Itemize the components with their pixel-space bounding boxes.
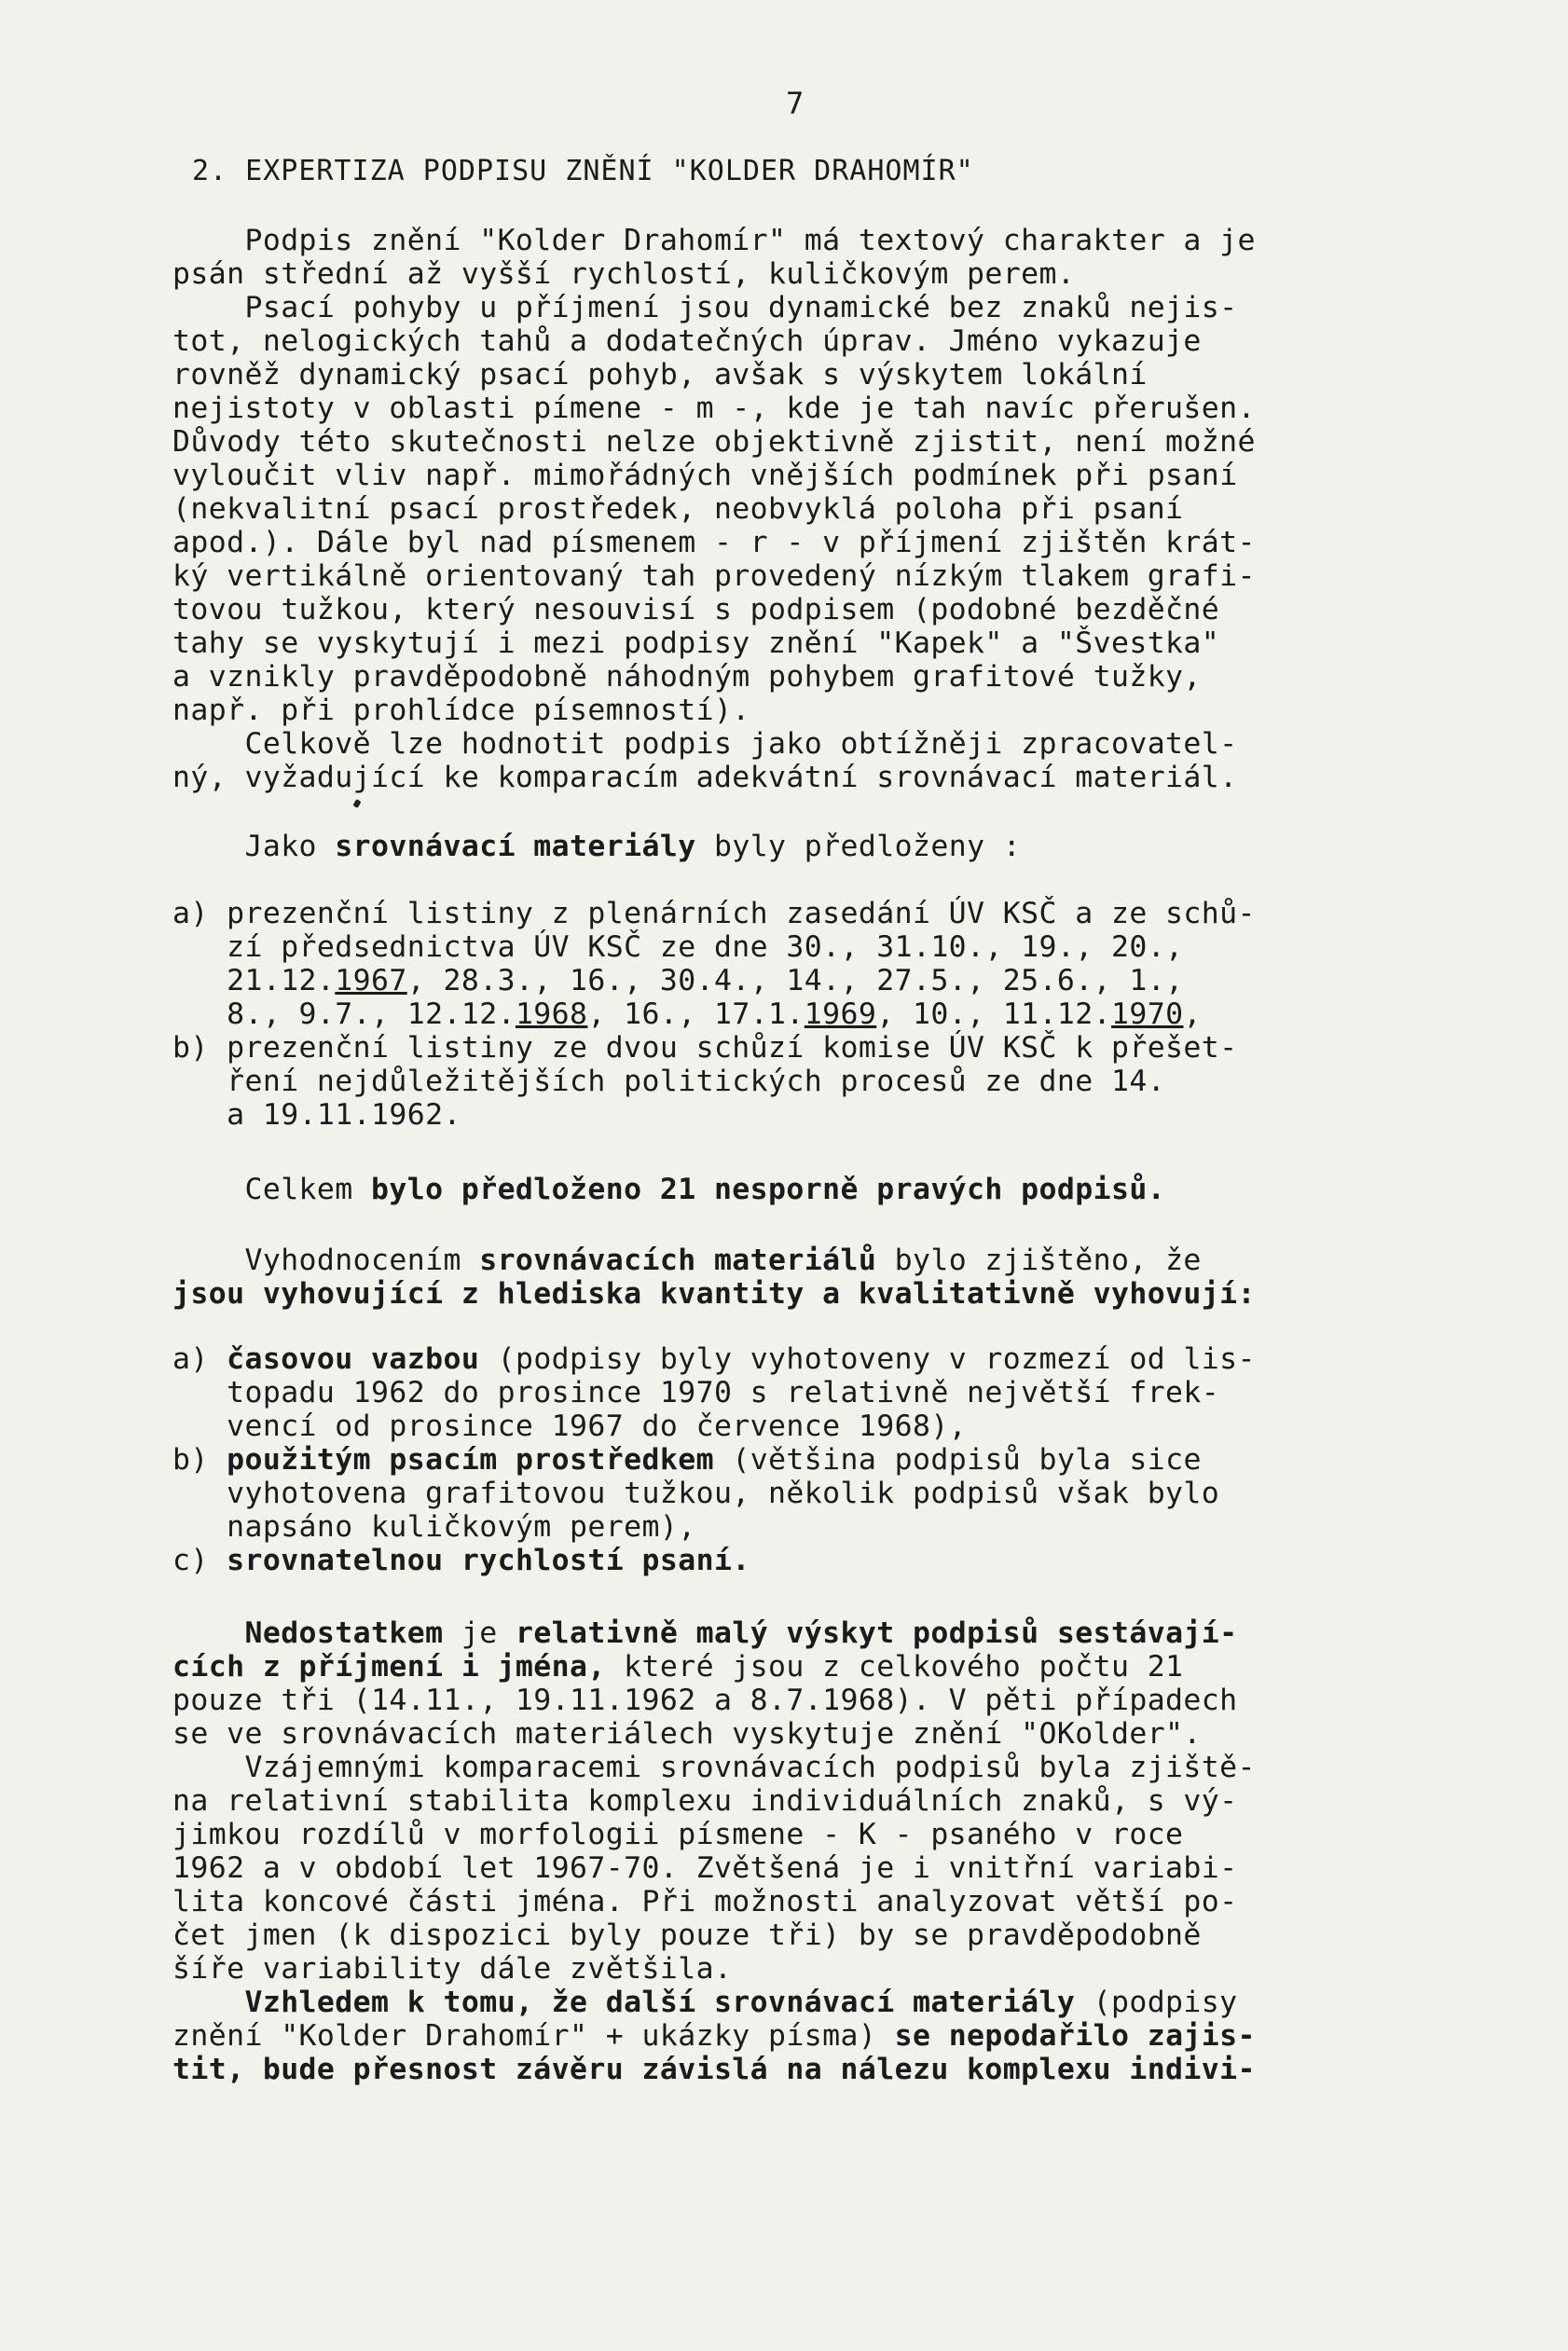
text-line: psán střední až vyšší rychlostí, kuličkovým perem.: [172, 257, 1076, 291]
ink-speck: [352, 799, 361, 808]
text-line: cích z příjmení i jména, které jsou z celkového počtu 21: [172, 1650, 1184, 1684]
text-line: tahy se vyskytují i mezi podpisy znění "Kapek" a "Švestka": [172, 626, 1220, 660]
criterion-c: c) srovnatelnou rychlostí psaní.: [172, 1544, 750, 1577]
text-line: tit, bude přesnost závěru závislá na nálezu komplexu indivi-: [172, 2053, 1256, 2086]
text-line: Psací pohyby u příjmení jsou dynamické bez znaků nejis-: [172, 291, 1238, 324]
text-line: Podpis znění "Kolder Drahomír" má textový charakter a je: [172, 224, 1256, 257]
text-line: Nedostatkem je relativně malý výskyt podpisů sestávají-: [172, 1616, 1238, 1650]
text-line: znění "Kolder Drahomír" + ukázky písma) se nepodařilo zajis-: [172, 2019, 1256, 2053]
text-line: ření nejdůležitějších politických procesů ze dne 14.: [172, 1065, 1166, 1098]
text-line: nejistoty v oblasti pímene - m -, kde je tah navíc přerušen.: [172, 392, 1256, 425]
text-line: vyhotovena grafitovou tužkou, několik podpisů však bylo: [172, 1477, 1220, 1510]
text-line: jsou vyhovující z hlediska kvantity a kvalitativně vyhovují:: [172, 1277, 1256, 1311]
text-line: Vzájemnými komparacemi srovnávacích podpisů byla zjiště-: [172, 1751, 1256, 1784]
text-line: topadu 1962 do prosince 1970 s relativně největší frek-: [172, 1376, 1220, 1409]
page-number: 7: [786, 86, 805, 121]
criterion-a: a) časovou vazbou (podpisy byly vyhotoveny v rozmezí od lis-: [172, 1342, 1256, 1376]
text-line: Celkově lze hodnotit podpis jako obtížněji zpracovatel-: [172, 727, 1238, 761]
list-item-b: b) prezenční listiny ze dvou schůzí komise ÚV KSČ k přešet-: [172, 1031, 1238, 1065]
text-line: (nekvalitní psací prostředek, neobvyklá poloha při psaní: [172, 492, 1184, 526]
text-line: ný, vyžadující ke komparacím adekvátní srovnávací materiál.: [172, 761, 1238, 794]
text-line: tovou tužkou, který nesouvisí s podpisem (podobné bezděčné: [172, 593, 1220, 626]
text-line: vyloučit vliv např. mimořádných vnějších podmínek při psaní: [172, 459, 1238, 492]
text-line: 21.12.1967, 28.3., 16., 30.4., 14., 27.5., 25.6., 1.,: [172, 964, 1184, 997]
text-line: se ve srovnávacích materiálech vyskytuje znění "OKolder".: [172, 1717, 1202, 1751]
text-line: pouze tři (14.11., 19.11.1962 a 8.7.1968). V pěti případech: [172, 1684, 1238, 1717]
text-line: vencí od prosince 1967 do července 1968),: [172, 1409, 968, 1443]
text-line: na relativní stabilita komplexu individuálních znaků, s vý-: [172, 1784, 1238, 1818]
text-line: tot, nelogických tahů a dodatečných úprav. Jméno vykazuje: [172, 324, 1202, 358]
list-item-a: a) prezenční listiny z plenárních zasedání ÚV KSČ a ze schů-: [172, 897, 1256, 930]
text-line: jimkou rozdílů v morfologii písmene - K - psaného v roce: [172, 1818, 1184, 1851]
section-heading: 2. EXPERTIZA PODPISU ZNĚNÍ "KOLDER DRAHOMÍR": [192, 155, 974, 187]
text-line: např. při prohlídce písemností).: [172, 694, 750, 727]
total-signatures: Celkem bylo předloženo 21 nesporně pravých podpisů.: [172, 1173, 1166, 1206]
text-line: a 19.11.1962.: [172, 1098, 461, 1132]
text-line: čet jmen (k dispozici byly pouze tři) by se pravděpodobně: [172, 1918, 1202, 1952]
text-line: Vzhledem k tomu, že další srovnávací materiály (podpisy: [172, 1986, 1238, 2019]
text-line: rovněž dynamický psací pohyb, avšak s výskytem lokální: [172, 358, 1148, 392]
criterion-b: b) použitým psacím prostředkem (většina podpisů byla sice: [172, 1443, 1202, 1477]
text-line: ký vertikálně orientovaný tah provedený nízkým tlakem grafi-: [172, 559, 1256, 593]
materials-intro: Jako srovnávací materiály byly předloženy :: [172, 830, 1022, 863]
text-line: Důvody této skutečnosti nelze objektivně zjistit, není možné: [172, 425, 1256, 459]
text-line: napsáno kuličkovým perem),: [172, 1510, 696, 1544]
text-line: 1962 a v období let 1967-70. Zvětšená je i vnitřní variabi-: [172, 1851, 1238, 1885]
text-line: lita koncové části jména. Při možnosti analyzovat větší po-: [172, 1885, 1238, 1918]
text-line: šíře variability dále zvětšila.: [172, 1952, 733, 1986]
text-line: Vyhodnocením srovnávacích materiálů bylo zjištěno, že: [172, 1244, 1202, 1277]
text-line: 8., 9.7., 12.12.1968, 16., 17.1.1969, 10., 11.12.1970,: [172, 997, 1202, 1031]
text-line: a vznikly pravděpodobně náhodným pohybem grafitové tužky,: [172, 660, 1202, 694]
text-line: zí předsednictva ÚV KSČ ze dne 30., 31.10., 19., 20.,: [172, 930, 1184, 964]
text-line: apod.). Dále byl nad písmenem - r - v příjmení zjištěn krát-: [172, 526, 1256, 559]
